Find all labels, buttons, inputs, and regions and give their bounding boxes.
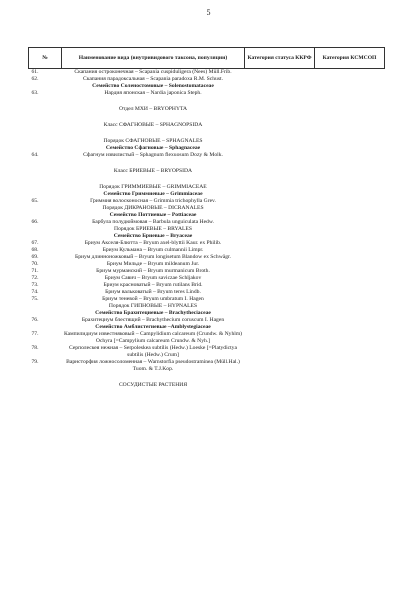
row-number: 75. bbox=[31, 296, 39, 302]
category-ksmsop bbox=[315, 317, 385, 324]
taxon-heading-row bbox=[29, 138, 385, 145]
category-krf bbox=[245, 226, 315, 233]
taxon-heading-row bbox=[29, 184, 385, 191]
spacer-row bbox=[29, 159, 385, 168]
category-krf bbox=[245, 159, 315, 168]
table-row bbox=[29, 240, 385, 247]
species-name: Гриммия волосконосная – Grimmia trichophylla Grev. bbox=[90, 198, 216, 204]
species-name: Скапания парадоксальная – Scapania paradoxa R.M. Schust. bbox=[83, 76, 223, 82]
row-number: 71. bbox=[31, 268, 39, 274]
header-ksmsop: Категория КСМСОП bbox=[315, 48, 385, 69]
category-krf bbox=[245, 289, 315, 296]
species-name bbox=[62, 113, 245, 122]
category-ksmsop bbox=[315, 76, 385, 83]
row-number bbox=[29, 138, 62, 145]
spacer-row bbox=[29, 113, 385, 122]
category-krf bbox=[245, 145, 315, 152]
row-number: 63. bbox=[31, 90, 39, 96]
category-krf bbox=[245, 261, 315, 268]
row-number: 74. bbox=[31, 289, 39, 295]
taxon-heading-row bbox=[29, 382, 385, 389]
table-row bbox=[29, 219, 385, 226]
category-ksmsop bbox=[315, 83, 385, 90]
species-name: Порядок ГРИММИЕВЫЕ – GRIMMIACEAE bbox=[99, 184, 207, 190]
category-krf bbox=[245, 106, 315, 113]
header-name: Наименование вида (внутривидового таксона, популяции) bbox=[62, 48, 245, 69]
category-ksmsop bbox=[315, 191, 385, 198]
category-ksmsop bbox=[315, 69, 385, 77]
species-name: Порядок ГИПНОВЫЕ – HYPNALES bbox=[108, 303, 198, 309]
category-ksmsop bbox=[315, 90, 385, 97]
category-ksmsop bbox=[315, 138, 385, 145]
row-number bbox=[29, 191, 62, 198]
spacer-row bbox=[29, 175, 385, 184]
category-ksmsop bbox=[315, 97, 385, 106]
table-row bbox=[29, 247, 385, 254]
row-number bbox=[29, 159, 62, 168]
table-row bbox=[29, 345, 385, 359]
family-row bbox=[29, 310, 385, 317]
species-name: Семейство Бриевые – Bryaceae bbox=[113, 233, 193, 239]
row-number bbox=[29, 373, 62, 382]
category-krf bbox=[245, 324, 315, 331]
category-ksmsop bbox=[315, 205, 385, 212]
row-number: 61. bbox=[31, 69, 39, 75]
category-krf bbox=[245, 191, 315, 198]
row-number bbox=[29, 113, 62, 122]
family-row bbox=[29, 191, 385, 198]
row-number: 64. bbox=[31, 152, 39, 158]
species-name: Порядок ДИКРАНОВЫЕ – DICRANALES bbox=[102, 205, 204, 211]
species-name: Класс БРИЕВЫЕ – BRYOPSIDA bbox=[113, 168, 193, 174]
row-number: 70. bbox=[31, 261, 39, 267]
category-ksmsop bbox=[315, 310, 385, 317]
family-row bbox=[29, 145, 385, 152]
species-name bbox=[62, 175, 245, 184]
species-name: Бриум Мильде – Bryum mildeanum Jur. bbox=[106, 261, 200, 267]
species-name: Семейство Амблистегиевые –Amblystegiaceae bbox=[95, 324, 211, 330]
table-row bbox=[29, 331, 385, 345]
table-row bbox=[29, 90, 385, 97]
table-row bbox=[29, 261, 385, 268]
category-ksmsop bbox=[315, 359, 385, 373]
species-name: Скапания остроконечная – Scapania cuspiduligera (Nees) Müll.Frib. bbox=[74, 69, 232, 75]
species-name: Отдел МХИ – BRYOPHYTA bbox=[118, 106, 187, 112]
family-row bbox=[29, 233, 385, 240]
category-krf bbox=[245, 168, 315, 175]
row-number: 77. bbox=[31, 331, 39, 337]
category-krf bbox=[245, 254, 315, 261]
spacer-row bbox=[29, 373, 385, 382]
category-ksmsop bbox=[315, 275, 385, 282]
table-row bbox=[29, 152, 385, 159]
species-name: Порядок БРИЕВЫЕ – BRYALES bbox=[114, 226, 192, 232]
row-number bbox=[29, 324, 62, 331]
row-number: 65. bbox=[31, 198, 39, 204]
category-ksmsop bbox=[315, 184, 385, 191]
species-name: Бриум мурманский – Bryum murmanicum Broth. bbox=[96, 268, 210, 274]
category-ksmsop bbox=[315, 324, 385, 331]
species-name: Класс СФАГНОВЫЕ – SPHAGNOPSIDA bbox=[103, 122, 203, 128]
species-name: Семейство Соленостомовые – Solenostomataceae bbox=[92, 83, 214, 89]
taxon-heading-row bbox=[29, 226, 385, 233]
category-ksmsop bbox=[315, 303, 385, 310]
category-ksmsop bbox=[315, 289, 385, 296]
category-krf bbox=[245, 359, 315, 373]
species-name: Кампилидиум известняковый – Campylidium calcareum (Crundw. & Nyhlm) Ochyra [=Campylium calcareum Crundw. & Nyh.] bbox=[63, 331, 243, 344]
header-krf: Категория статуса ККРФ bbox=[245, 48, 315, 69]
row-number bbox=[29, 184, 62, 191]
category-ksmsop bbox=[315, 129, 385, 138]
family-row bbox=[29, 324, 385, 331]
header-num: № bbox=[29, 48, 62, 69]
category-krf bbox=[245, 113, 315, 122]
page-number: 5 bbox=[206, 8, 211, 17]
species-name: Бриум Савич – Bryum saviczae Schljakov bbox=[104, 275, 202, 281]
species-name bbox=[62, 129, 245, 138]
category-krf bbox=[245, 205, 315, 212]
category-krf bbox=[245, 296, 315, 303]
category-krf bbox=[245, 240, 315, 247]
species-name: Бриум теневой – Bryum umbratum I. Hagen bbox=[102, 296, 204, 302]
category-ksmsop bbox=[315, 247, 385, 254]
category-krf bbox=[245, 122, 315, 129]
species-name bbox=[62, 159, 245, 168]
category-ksmsop bbox=[315, 382, 385, 389]
category-ksmsop bbox=[315, 106, 385, 113]
category-ksmsop bbox=[315, 373, 385, 382]
category-krf bbox=[245, 247, 315, 254]
category-krf bbox=[245, 331, 315, 345]
species-table bbox=[28, 47, 385, 389]
species-name: Варнсторфия ложносоломенная – Warnstorfia pseudostraminea (Müll.Hal.) Tuom. & T.J.Kop. bbox=[66, 359, 240, 372]
family-row bbox=[29, 83, 385, 90]
taxon-heading-row bbox=[29, 168, 385, 175]
category-ksmsop bbox=[315, 226, 385, 233]
species-name bbox=[62, 97, 245, 106]
category-ksmsop bbox=[315, 145, 385, 152]
table-row bbox=[29, 296, 385, 303]
table-row bbox=[29, 282, 385, 289]
species-name: Барбула полудюймовая – Barbula unguiculata Hedw. bbox=[92, 219, 214, 225]
category-ksmsop bbox=[315, 331, 385, 345]
row-number bbox=[29, 212, 62, 219]
table-row bbox=[29, 198, 385, 205]
species-name: Бриум длинноножковый – Bryum longisetum Blandow ex Schwägr. bbox=[75, 254, 231, 260]
category-krf bbox=[245, 233, 315, 240]
family-row bbox=[29, 212, 385, 219]
category-ksmsop bbox=[315, 159, 385, 168]
category-krf bbox=[245, 152, 315, 159]
species-name: Бриум красноватый – Bryum rutilans Brid. bbox=[103, 282, 203, 288]
category-krf bbox=[245, 382, 315, 389]
species-name: Порядок СФАГНОВЫЕ – SPHAGNALES bbox=[103, 138, 203, 144]
table-row bbox=[29, 69, 385, 77]
row-number bbox=[29, 122, 62, 129]
category-krf bbox=[245, 97, 315, 106]
row-number bbox=[29, 168, 62, 175]
category-ksmsop bbox=[315, 268, 385, 275]
species-name: Бриум Кульмана – Bryum culmannii Limpr. bbox=[102, 247, 204, 253]
category-krf bbox=[245, 310, 315, 317]
table-row bbox=[29, 275, 385, 282]
category-ksmsop bbox=[315, 254, 385, 261]
category-krf bbox=[245, 129, 315, 138]
row-number: 79. bbox=[31, 359, 39, 365]
category-ksmsop bbox=[315, 296, 385, 303]
category-krf bbox=[245, 175, 315, 184]
row-number bbox=[29, 233, 62, 240]
row-number bbox=[29, 83, 62, 90]
spacer-row bbox=[29, 97, 385, 106]
category-krf bbox=[245, 282, 315, 289]
category-ksmsop bbox=[315, 212, 385, 219]
category-ksmsop bbox=[315, 168, 385, 175]
species-name: Семейство Сфагновые – Sphagnaceae bbox=[105, 145, 201, 151]
species-name: Семейство Брахитециевые – Brachytheciaceae bbox=[95, 310, 211, 316]
category-krf bbox=[245, 373, 315, 382]
row-number bbox=[29, 175, 62, 184]
taxon-heading-row bbox=[29, 205, 385, 212]
table-row bbox=[29, 289, 385, 296]
category-ksmsop bbox=[315, 240, 385, 247]
category-krf bbox=[245, 198, 315, 205]
row-number: 73. bbox=[31, 282, 39, 288]
table-row bbox=[29, 359, 385, 373]
species-name: Нардия японская – Nardia japonica Steph. bbox=[104, 90, 202, 96]
category-ksmsop bbox=[315, 175, 385, 184]
species-name: Семейство Поттиевые – Pottiaceae bbox=[109, 212, 197, 218]
category-krf bbox=[245, 275, 315, 282]
table-row bbox=[29, 268, 385, 275]
species-name: Сфагнум извилистый – Sphagnum flexuosum Dozy & Molk. bbox=[83, 152, 223, 158]
category-ksmsop bbox=[315, 152, 385, 159]
category-krf bbox=[245, 212, 315, 219]
row-number: 68. bbox=[31, 247, 39, 253]
spacer-row bbox=[29, 129, 385, 138]
category-krf bbox=[245, 268, 315, 275]
taxon-heading-row bbox=[29, 122, 385, 129]
category-krf bbox=[245, 184, 315, 191]
category-krf bbox=[245, 317, 315, 324]
category-ksmsop bbox=[315, 122, 385, 129]
row-number bbox=[29, 106, 62, 113]
row-number bbox=[29, 226, 62, 233]
species-name: Бриум вальковатый – Bryum teres Lindb. bbox=[105, 289, 201, 295]
category-krf bbox=[245, 138, 315, 145]
category-krf bbox=[245, 90, 315, 97]
category-krf bbox=[245, 303, 315, 310]
row-number: 67. bbox=[31, 240, 39, 246]
row-number: 76. bbox=[31, 317, 39, 323]
category-krf bbox=[245, 76, 315, 83]
table-row bbox=[29, 76, 385, 83]
row-number bbox=[29, 129, 62, 138]
species-name: Брахитециум блестящий – Brachythecium coruscum I. Hagen bbox=[81, 317, 225, 323]
category-krf bbox=[245, 345, 315, 359]
table-header-row bbox=[29, 48, 385, 69]
row-number bbox=[29, 303, 62, 310]
row-number: 72. bbox=[31, 275, 39, 281]
row-number bbox=[29, 97, 62, 106]
species-name: Семейство Гриммиевые – Grimmiaceae bbox=[103, 191, 203, 197]
table-body bbox=[29, 69, 385, 390]
taxon-heading-row bbox=[29, 303, 385, 310]
table-row bbox=[29, 254, 385, 261]
row-number: 78. bbox=[31, 345, 39, 351]
category-krf bbox=[245, 83, 315, 90]
table-row bbox=[29, 317, 385, 324]
category-krf bbox=[245, 69, 315, 77]
category-ksmsop bbox=[315, 282, 385, 289]
category-ksmsop bbox=[315, 198, 385, 205]
species-name: Бриум Акселя-Блютта – Bryum axel-blyttii Kaur. ex Philib. bbox=[84, 240, 222, 246]
row-number bbox=[29, 145, 62, 152]
species-name: СОСУДИСТЫЕ РАСТЕНИЯ bbox=[118, 382, 188, 388]
category-ksmsop bbox=[315, 345, 385, 359]
category-ksmsop bbox=[315, 261, 385, 268]
category-ksmsop bbox=[315, 219, 385, 226]
species-name bbox=[62, 373, 245, 382]
row-number bbox=[29, 382, 62, 389]
row-number bbox=[29, 310, 62, 317]
category-krf bbox=[245, 219, 315, 226]
category-ksmsop bbox=[315, 113, 385, 122]
row-number bbox=[29, 205, 62, 212]
row-number: 69. bbox=[31, 254, 39, 260]
category-ksmsop bbox=[315, 233, 385, 240]
taxon-heading-row bbox=[29, 106, 385, 113]
row-number: 62. bbox=[31, 76, 39, 82]
species-name: Серполескея нежная – Serpoleskea subtilis (Hedw.) Loeske [=Platydictya subtilis (Hedw.) Crum] bbox=[69, 345, 237, 358]
row-number: 66. bbox=[31, 219, 39, 225]
